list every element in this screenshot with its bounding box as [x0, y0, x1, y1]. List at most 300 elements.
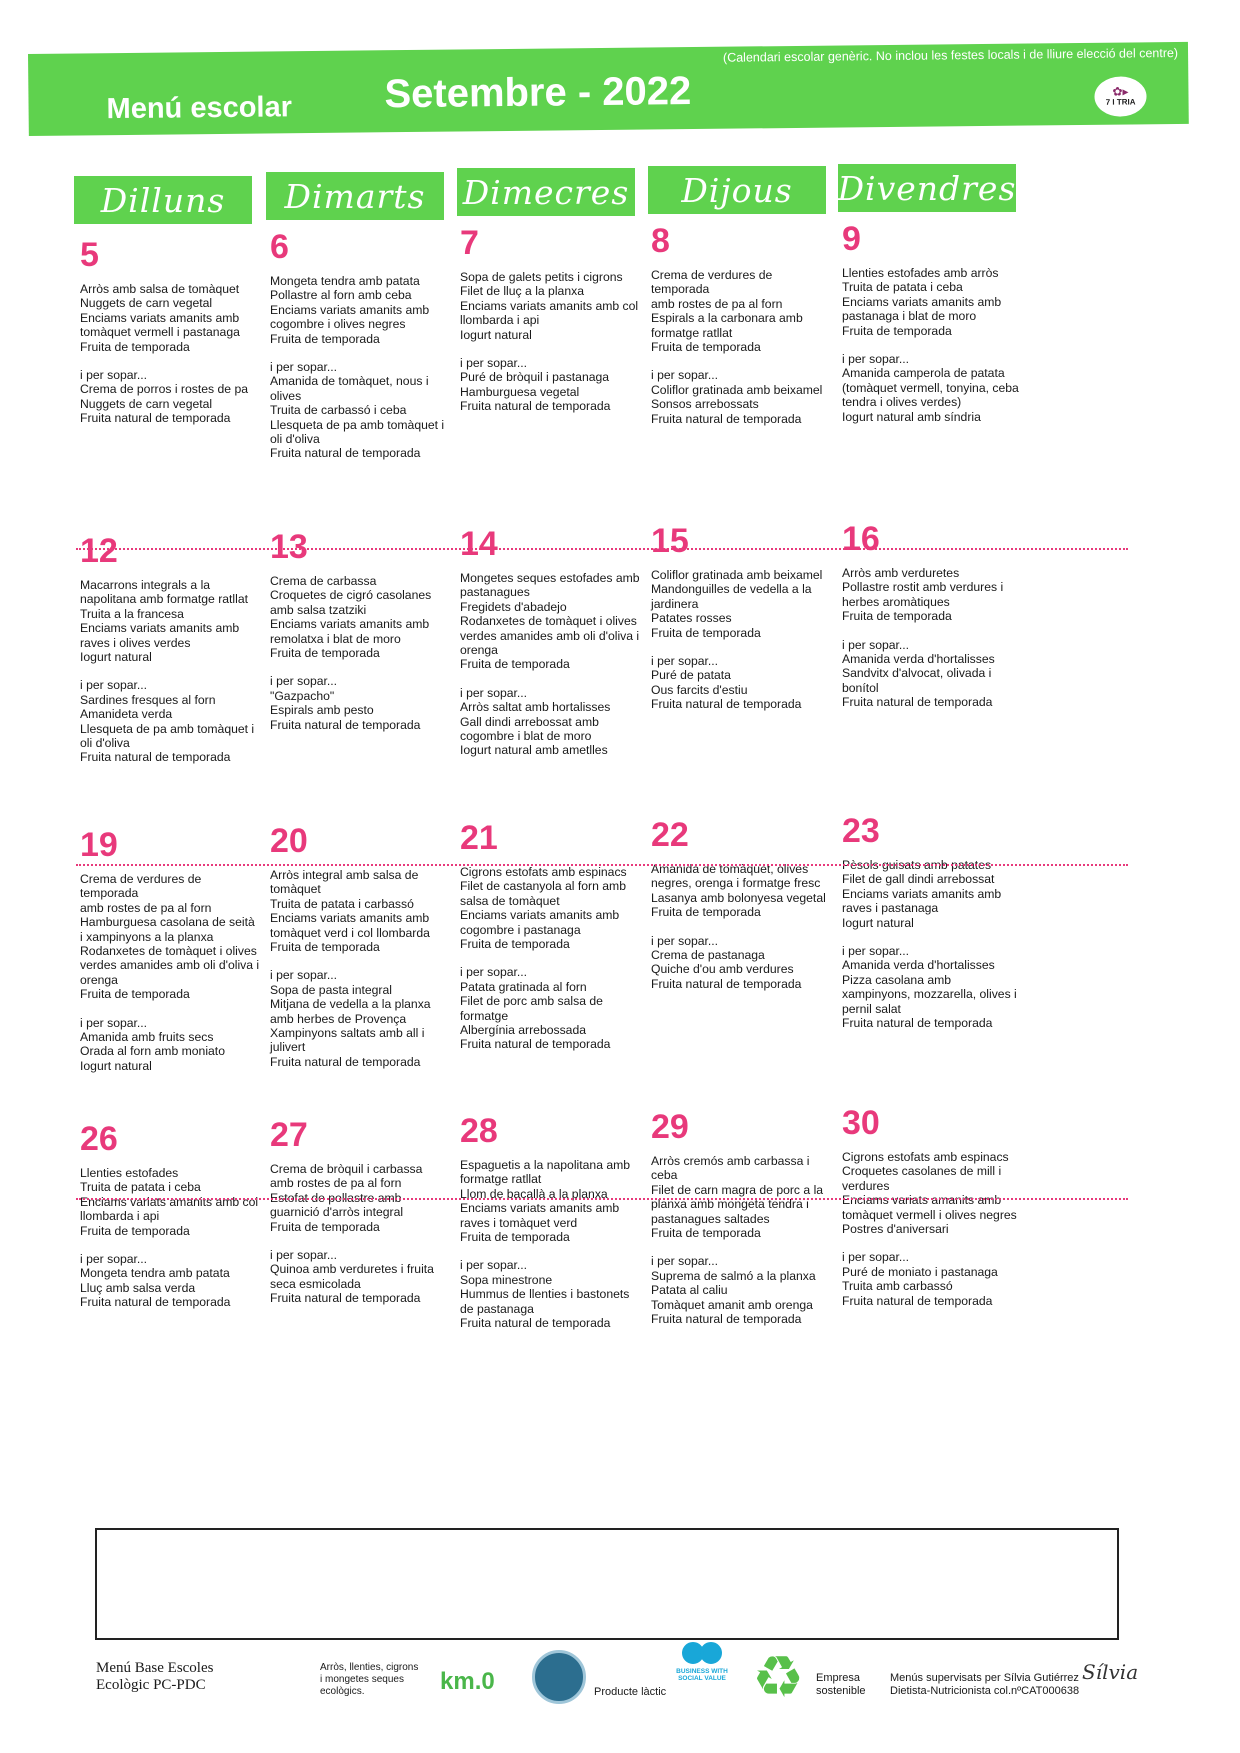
day-number: 27: [270, 1116, 308, 1154]
calendar-note: (Calendari escolar genèric. No inclou les festes locals i de lliure elecció del centre): [722, 45, 1179, 65]
menu-line: raves i pastanaga: [842, 901, 939, 916]
menu-line: i per sopar...: [651, 368, 719, 383]
menu-line: Fruita natural de temporada: [270, 717, 421, 732]
menu-line: Sardines fresques al forn: [80, 692, 216, 707]
menu-line: Fruita de temporada: [651, 905, 761, 920]
menu-line: Enciams variats amanits amb col: [460, 298, 639, 313]
spacer: [80, 1238, 270, 1252]
menu-line: i per sopar...: [80, 1252, 148, 1267]
menu-line: Sopa minestrone: [460, 1272, 553, 1287]
menu-line: Hamburguesa vegetal: [460, 384, 580, 399]
menu-line: Fruita natural de temporada: [270, 446, 421, 461]
menu-line: Fruita de temporada: [460, 937, 570, 952]
menu-line: Fruita de temporada: [270, 1219, 380, 1234]
menu-line: cogombre i blat de moro: [460, 729, 592, 744]
notes-box: [95, 1528, 1119, 1640]
menu-line: formatge ratllat: [460, 1172, 542, 1187]
spacer: [842, 930, 1032, 944]
menu-line: Enciams variats amanits amb: [270, 911, 430, 926]
day-number: 12: [80, 532, 118, 570]
footer-eco-line2: i mongetes seques: [320, 1674, 404, 1685]
menu-line: Fruita de temporada: [460, 657, 570, 672]
menu-line: Enciams variats amanits amb: [842, 294, 1002, 309]
header-banner: [28, 42, 1189, 136]
menu-line: Pizza casolana amb: [842, 972, 952, 987]
day-number: 21: [460, 819, 498, 857]
menu-line: Sopa de galets petits i cigrons: [460, 270, 623, 284]
day-cell: [80, 1120, 270, 1310]
day-cell: [460, 1112, 650, 1330]
menu-line: Albergínia arrebossada: [460, 1023, 587, 1038]
recycle-icon: ♻: [752, 1645, 804, 1710]
menu-line: tendra i olives verdes): [842, 395, 962, 410]
menu-line: xampinyons, mozzarella, olives i: [842, 987, 1017, 1002]
menu-line: Crema de bròquil i carbassa: [270, 1162, 423, 1176]
menu-line: amb rostes de pa al forn: [651, 296, 783, 311]
menu-line: Coliflor gratinada amb beixamel: [651, 568, 823, 582]
menu-line: llombarda i api: [80, 1209, 160, 1224]
menu-line: remolatxa i blat de moro: [270, 631, 401, 646]
day-number: 15: [651, 522, 689, 560]
spacer: [460, 951, 650, 965]
menu-line: Estofat de pollastre amb: [270, 1190, 402, 1205]
menu-line: pernil salat: [842, 1001, 901, 1016]
menu-line: i per sopar...: [842, 944, 910, 959]
day-number: 14: [460, 525, 498, 563]
menu-line: herbes aromàtiques: [842, 594, 950, 609]
menu-line: Espaguetis a la napolitana amb: [460, 1158, 631, 1172]
menu-line: i per sopar...: [460, 965, 528, 980]
menu-line: Tomàquet amanit amb orenga: [651, 1297, 813, 1312]
footer-base-menu: [96, 1660, 213, 1694]
menu-line: Crema de carbassa: [270, 574, 377, 588]
menu-line: Enciams variats amanits amb: [80, 310, 240, 325]
menu-line: Suprema de salmó a la planxa: [651, 1268, 816, 1283]
menu-line: Mitjana de vedella a la planxa: [270, 997, 431, 1012]
menu-line: Llenties estofades amb arròs: [842, 266, 999, 280]
menu-line: Truita de carbassó i ceba: [270, 403, 407, 418]
day-header-dilluns: [74, 176, 252, 224]
day-number: 7: [460, 224, 479, 262]
rings-icon: [684, 1642, 720, 1664]
menu-line: i per sopar...: [842, 352, 910, 367]
menu-line: orenga: [80, 972, 118, 987]
day-cell: [460, 819, 650, 1052]
spacer: [270, 954, 460, 968]
menu-line: Patata gratinada al forn: [460, 979, 587, 994]
day-header-label: Dilluns: [100, 180, 226, 220]
menu-line: Quiche d'ou amb verdures: [651, 962, 794, 977]
day-cell: [80, 532, 270, 765]
menu-line: negres, orenga i formatge fresc: [651, 876, 821, 891]
day-number: 30: [842, 1104, 880, 1142]
spacer: [270, 660, 460, 674]
menu-line: Amanida de tomàquet, olives: [651, 862, 809, 876]
menu-line: Enciams variats amanits amb: [460, 1201, 620, 1216]
menu-line: Iogurt natural: [80, 1058, 152, 1073]
menu-line: amb rostes de pa al forn: [80, 900, 212, 915]
menu-line: cogombre i pastanaga: [460, 922, 581, 937]
menu-line: Iogurt natural: [460, 327, 532, 342]
menu-line: Orada al forn amb moniato: [80, 1044, 225, 1059]
spacer: [651, 1240, 841, 1254]
day-number: 19: [80, 826, 118, 864]
menu-line: Crema de verdures de: [80, 872, 202, 886]
week-divider: [76, 864, 1128, 866]
menu-line: Fruita de temporada: [842, 323, 952, 338]
menu-line: Filet de carn magra de porc a la: [651, 1182, 824, 1197]
menu-line: Llenties estofades: [80, 1166, 179, 1180]
menu-line: Filet de lluç a la planxa: [460, 284, 584, 299]
menu-line: Postres d'aniversari: [842, 1222, 949, 1237]
menu-line: Arròs integral amb salsa de: [270, 868, 419, 882]
day-cell: [460, 224, 650, 414]
menu-line: Lluç amb salsa verda: [80, 1280, 196, 1295]
menu-line: Fruita natural de temporada: [80, 1295, 231, 1310]
menu-line: Fruita natural de temporada: [842, 1016, 993, 1031]
menu-line: Fruita de temporada: [270, 331, 380, 346]
menu-line: Fruita de temporada: [80, 987, 190, 1002]
day-number: 16: [842, 520, 880, 558]
spacer: [651, 640, 841, 654]
menu-line: tomàquet vermell i olives negres: [842, 1207, 1017, 1222]
menu-line: Arròs cremós amb carbassa i: [651, 1154, 810, 1168]
day-cell: [270, 822, 460, 1069]
menu-line: orenga: [460, 643, 498, 658]
day-cell: [460, 525, 650, 758]
menu-line: Nuggets de carn vegetal: [80, 296, 213, 311]
day-header-label: Dimecres: [462, 172, 630, 212]
day-cell: [80, 236, 270, 426]
menu-line: Fruita natural de temporada: [460, 1316, 611, 1331]
footer-base-line1: Menú Base Escoles: [96, 1660, 214, 1676]
menu-line: ceba: [651, 1168, 678, 1183]
menu-line: temporada: [80, 886, 139, 901]
day-number: 8: [651, 222, 670, 260]
empresa-line2: sostenible: [816, 1685, 866, 1697]
menu-line: Crema de pastanaga: [651, 948, 765, 963]
menu-line: Enciams variats amanits amb: [270, 302, 430, 317]
day-header-dimarts: [266, 172, 444, 220]
menu-line: i per sopar...: [80, 678, 148, 693]
bsv-text: BUSINESS WITH SOCIAL VALUE: [676, 1668, 728, 1682]
spacer: [842, 338, 1032, 352]
week-divider: [76, 548, 1128, 550]
menu-line: Iogurt natural: [842, 915, 914, 930]
menu-line: tomàquet: [270, 882, 321, 897]
menu-line: i xampinyons a la planxa: [80, 929, 214, 944]
menu-line: Puré de moniato i pastanaga: [842, 1264, 998, 1279]
menu-line: Sonsos arrebossats: [651, 397, 759, 412]
menu-line: Arròs amb salsa de tomàquet: [80, 282, 240, 296]
menu-line: Fruita natural de temporada: [270, 1291, 421, 1306]
menu-line: Truita de patata i ceba: [842, 280, 963, 295]
day-number: 5: [80, 236, 99, 274]
menu-line: Fruita de temporada: [651, 1226, 761, 1241]
menu-line: i per sopar...: [270, 674, 338, 689]
menu-line: Fruita natural de temporada: [270, 1054, 421, 1069]
day-number: 22: [651, 816, 689, 854]
menu-line: Patates rosses: [651, 611, 732, 626]
day-number: 6: [270, 228, 289, 266]
menu-line: Fruita natural de temporada: [842, 695, 993, 710]
menu-line: Llesqueta de pa amb tomàquet i: [270, 417, 445, 432]
menu-line: Rodanxetes de tomàquet i olives: [460, 614, 637, 629]
menu-line: Fruita de temporada: [80, 1223, 190, 1238]
day-number: 28: [460, 1112, 498, 1150]
menu-line: Gall dindi arrebossat amb: [460, 714, 599, 729]
menu-line: (tomàquet vermell, tonyina, ceba: [842, 380, 1019, 395]
menu-line: Truita de patata i ceba: [80, 1180, 201, 1195]
menu-line: Arròs saltat amb hortalisses: [460, 700, 611, 715]
menu-line: i per sopar...: [460, 685, 528, 700]
menu-line: planxa amb mongeta tendra i: [651, 1197, 809, 1212]
menu-line: Fruita natural de temporada: [651, 411, 802, 426]
menu-line: Amanida verda d'hortalisses: [842, 958, 995, 973]
menu-line: verdes amanides amb oli d'oliva i: [460, 628, 640, 643]
menu-line: Puré de bròquil i pastanaga: [460, 370, 610, 385]
page-title: Setembre - 2022: [384, 69, 692, 117]
menu-line: guarnició d'arròs integral: [270, 1205, 404, 1220]
spacer: [460, 342, 650, 356]
menu-line: Pèsols guisats amb patates: [842, 858, 992, 872]
spacer: [651, 354, 841, 368]
day-cell: [651, 522, 841, 712]
menu-line: Quinoa amb verduretes i fruita: [270, 1262, 434, 1277]
menu-line: Hamburguesa casolana de seità: [80, 915, 255, 930]
spacer: [80, 354, 270, 368]
menu-line: temporada: [651, 282, 710, 297]
menu-line: Croquetes de cigró casolanes: [270, 588, 432, 603]
menu-line: Filet de gall dindi arrebossat: [842, 872, 995, 887]
menu-line: Amanida de tomàquet, nous i: [270, 374, 429, 389]
menu-line: verdes amanides amb oli d'oliva i: [80, 958, 260, 973]
day-cell: [270, 1116, 460, 1306]
menu-line: Fruita de temporada: [651, 340, 761, 355]
menu-line: formatge ratllat: [651, 325, 733, 340]
menu-line: salsa de tomàquet: [460, 893, 560, 908]
menu-line: Iogurt natural: [80, 650, 152, 665]
menu-line: oli d'oliva: [270, 432, 320, 447]
menu-line: pastanagues: [460, 585, 530, 600]
menu-line: Puré de patata: [651, 668, 731, 683]
spacer: [270, 346, 460, 360]
menu-line: bonítol: [842, 680, 879, 695]
menu-line: oli d'oliva: [80, 736, 130, 751]
menu-line: i per sopar...: [80, 368, 148, 383]
menu-line: Fruita de temporada: [460, 1230, 570, 1245]
day-header-dimecres: [457, 168, 635, 216]
menu-line: i per sopar...: [80, 1015, 148, 1030]
day-number: 26: [80, 1120, 118, 1158]
menu-line: llombarda i api: [460, 313, 540, 328]
menu-line: i per sopar...: [651, 1254, 719, 1269]
supervised-by: [890, 1672, 1079, 1698]
day-cell: [651, 222, 841, 426]
footer-eco-line3: ecològics.: [320, 1686, 365, 1697]
menu-line: Coliflor gratinada amb beixamel: [651, 382, 823, 397]
menu-line: Amanideta verda: [80, 707, 173, 722]
week-divider: [76, 1198, 1128, 1200]
menu-line: Fruita de temporada: [651, 625, 761, 640]
day-header-divendres: [838, 164, 1016, 212]
menu-line: Fruita natural de temporada: [460, 1037, 611, 1052]
menu-line: Espirals amb pesto: [270, 703, 374, 718]
supervised-line1: Menús supervisats per Sílvia Gutiérrez: [890, 1672, 1079, 1684]
menu-line: Croquetes casolanes de mill i: [842, 1164, 1002, 1179]
empresa-line1: Empresa: [816, 1672, 861, 1684]
menu-line: Mongeta tendra amb patata: [80, 1266, 230, 1281]
menu-line: cogombre i olives negres: [270, 317, 406, 332]
menu-line: Patata al caliu: [651, 1283, 728, 1298]
menu-line: Amanida verda d'hortalisses: [842, 652, 995, 667]
menu-line: Filet de castanyola al forn amb: [460, 879, 626, 894]
day-header-dijous: [648, 166, 826, 214]
menu-line: verdures: [842, 1178, 890, 1193]
menu-line: Mongeta tendra amb patata: [270, 274, 420, 288]
footer-eco-line1: Arròs, llenties, cigrons: [320, 1662, 419, 1673]
menu-line: Nuggets de carn vegetal: [80, 396, 213, 411]
menu-line: Fruita natural de temporada: [80, 411, 231, 426]
menu-line: Amanida camperola de patata: [842, 366, 1005, 381]
menu-line: "Gazpacho": [270, 688, 335, 703]
menu-line: i per sopar...: [460, 356, 528, 371]
menu-line: Fruita natural de temporada: [651, 697, 802, 712]
menu-line: Fruita natural de temporada: [651, 1312, 802, 1327]
day-cell: [842, 1104, 1032, 1308]
footer-ecologic-note: [320, 1662, 418, 1698]
footer-base-line2: Ecològic PC-PDC: [96, 1677, 206, 1693]
day-header-label: Dijous: [681, 170, 793, 210]
day-header-label: Dimarts: [284, 176, 426, 216]
menu-line: Pollastre al forn amb ceba: [270, 288, 412, 303]
day-number: 20: [270, 822, 308, 860]
menu-line: Lasanya amb bolonyesa vegetal: [651, 890, 826, 905]
menu-line: Enciams variats amanits amb: [842, 1193, 1002, 1208]
menu-line: Fruita de temporada: [270, 940, 380, 955]
menu-line: Fruita natural de temporada: [80, 750, 231, 765]
menu-line: Enciams variats amanits amb: [270, 617, 430, 632]
spacer: [80, 664, 270, 678]
day-cell: [651, 816, 841, 991]
menu-line: Mandonguilles de vedella a la: [651, 582, 812, 597]
menu-line: i per sopar...: [270, 360, 338, 375]
menu-line: Llesqueta de pa amb tomàquet i: [80, 721, 255, 736]
menu-line: Fruita natural de temporada: [651, 976, 802, 991]
menu-line: tomàquet vermell i pastanaga: [80, 325, 240, 340]
day-cell: [270, 228, 460, 461]
day-cell: [842, 220, 1032, 424]
menu-line: Fregidets d'abadejo: [460, 599, 567, 614]
supervised-line2: Dietista-Nutricionista col.nºCAT000638: [890, 1685, 1080, 1697]
menu-line: Sopa de pasta integral: [270, 982, 392, 997]
lactic-label: Producte làctic: [594, 1686, 667, 1698]
menu-line: Ous farcits d'estiu: [651, 682, 748, 697]
menu-line: Pollastre rostit amb verdures i: [842, 580, 1004, 595]
day-header-label: Divendres: [837, 168, 1017, 208]
menu-line: Enciams variats amanits amb: [460, 908, 620, 923]
menu-line: Truita a la francesa: [80, 606, 184, 621]
km0-logo: km.0: [440, 1668, 495, 1695]
menu-line: seca esmicolada: [270, 1276, 361, 1291]
menu-line: Iogurt natural amb ametlles: [460, 743, 608, 758]
menu-line: i per sopar...: [270, 968, 338, 983]
day-number: 13: [270, 528, 308, 566]
spacer: [651, 920, 841, 934]
menu-line: Arròs amb verduretes: [842, 566, 960, 580]
menu-line: Filet de porc amb salsa de: [460, 994, 603, 1009]
spacer: [842, 1236, 1032, 1250]
day-cell: [842, 812, 1032, 1030]
spacer: [80, 1002, 270, 1016]
menu-line: raves i olives verdes: [80, 635, 191, 650]
menu-line: Enciams variats amanits amb col: [80, 1194, 259, 1209]
menu-line: Fruita de temporada: [80, 339, 190, 354]
menu-line: jardinera: [651, 596, 699, 611]
spacer: [270, 1234, 460, 1248]
menu-line: raves i tomàquet verd: [460, 1215, 578, 1230]
menu-line: de pastanaga: [460, 1301, 534, 1316]
day-number: 23: [842, 812, 880, 850]
menu-line: Truita amb carbassó: [842, 1279, 953, 1294]
menu-line: Cigrons estofats amb espinacs: [460, 865, 627, 879]
day-number: 9: [842, 220, 861, 258]
menu-line: Espirals a la carbonara amb: [651, 311, 803, 326]
menu-line: tomàquet verd i col llombarda: [270, 925, 430, 940]
spacer: [842, 624, 1032, 638]
spacer: [460, 1244, 650, 1258]
menu-line: i per sopar...: [270, 1248, 338, 1263]
cow-icon: [532, 1650, 586, 1704]
menu-label: Menú escolar: [106, 91, 293, 126]
menu-line: Mongetes seques estofades amb: [460, 571, 640, 585]
spacer: [460, 672, 650, 686]
logo-icon: ✿▸: [1112, 84, 1129, 99]
menu-line: i per sopar...: [842, 1250, 910, 1265]
menu-line: olives: [270, 388, 302, 403]
menu-line: Iogurt natural amb síndria: [842, 409, 981, 424]
menu-line: Fruita natural de temporada: [842, 1293, 993, 1308]
menu-line: Hummus de llenties i bastonets: [460, 1287, 630, 1302]
day-cell: [270, 528, 460, 732]
menu-line: Enciams variats amanits amb: [842, 886, 1002, 901]
menu-line: Truita de patata i carbassó: [270, 896, 414, 911]
day-number: 29: [651, 1108, 689, 1146]
empresa-sostenible: [816, 1672, 866, 1698]
menu-line: formatge: [460, 1008, 509, 1023]
business-social-value-logo: [676, 1642, 728, 1712]
menu-line: Amanida amb fruits secs: [80, 1030, 214, 1045]
logo-text: 7 I TRIA: [1105, 97, 1136, 107]
menu-line: Cigrons estofats amb espinacs: [842, 1150, 1009, 1164]
menu-line: i per sopar...: [460, 1258, 528, 1273]
menu-line: i per sopar...: [651, 933, 719, 948]
day-cell: [651, 1108, 841, 1326]
menu-line: Crema de porros i rostes de pa: [80, 382, 248, 397]
signature: Sílvia: [1082, 1660, 1139, 1684]
menu-line: Sandvitx d'alvocat, olivada i: [842, 666, 992, 681]
menu-line: julivert: [270, 1040, 306, 1055]
menu-line: Fruita natural de temporada: [460, 399, 611, 414]
menu-line: amb rostes de pa al forn: [270, 1176, 402, 1191]
menu-line: i per sopar...: [651, 654, 719, 669]
menu-line: pastanaga i blat de moro: [842, 309, 977, 324]
menu-line: Crema de verdures de: [651, 268, 773, 282]
menu-line: Fruita de temporada: [842, 609, 952, 624]
menu-line: napolitana amb formatge ratllat: [80, 592, 249, 607]
menu-line: i per sopar...: [842, 637, 910, 652]
menu-line: amb herbes de Provença: [270, 1011, 407, 1026]
